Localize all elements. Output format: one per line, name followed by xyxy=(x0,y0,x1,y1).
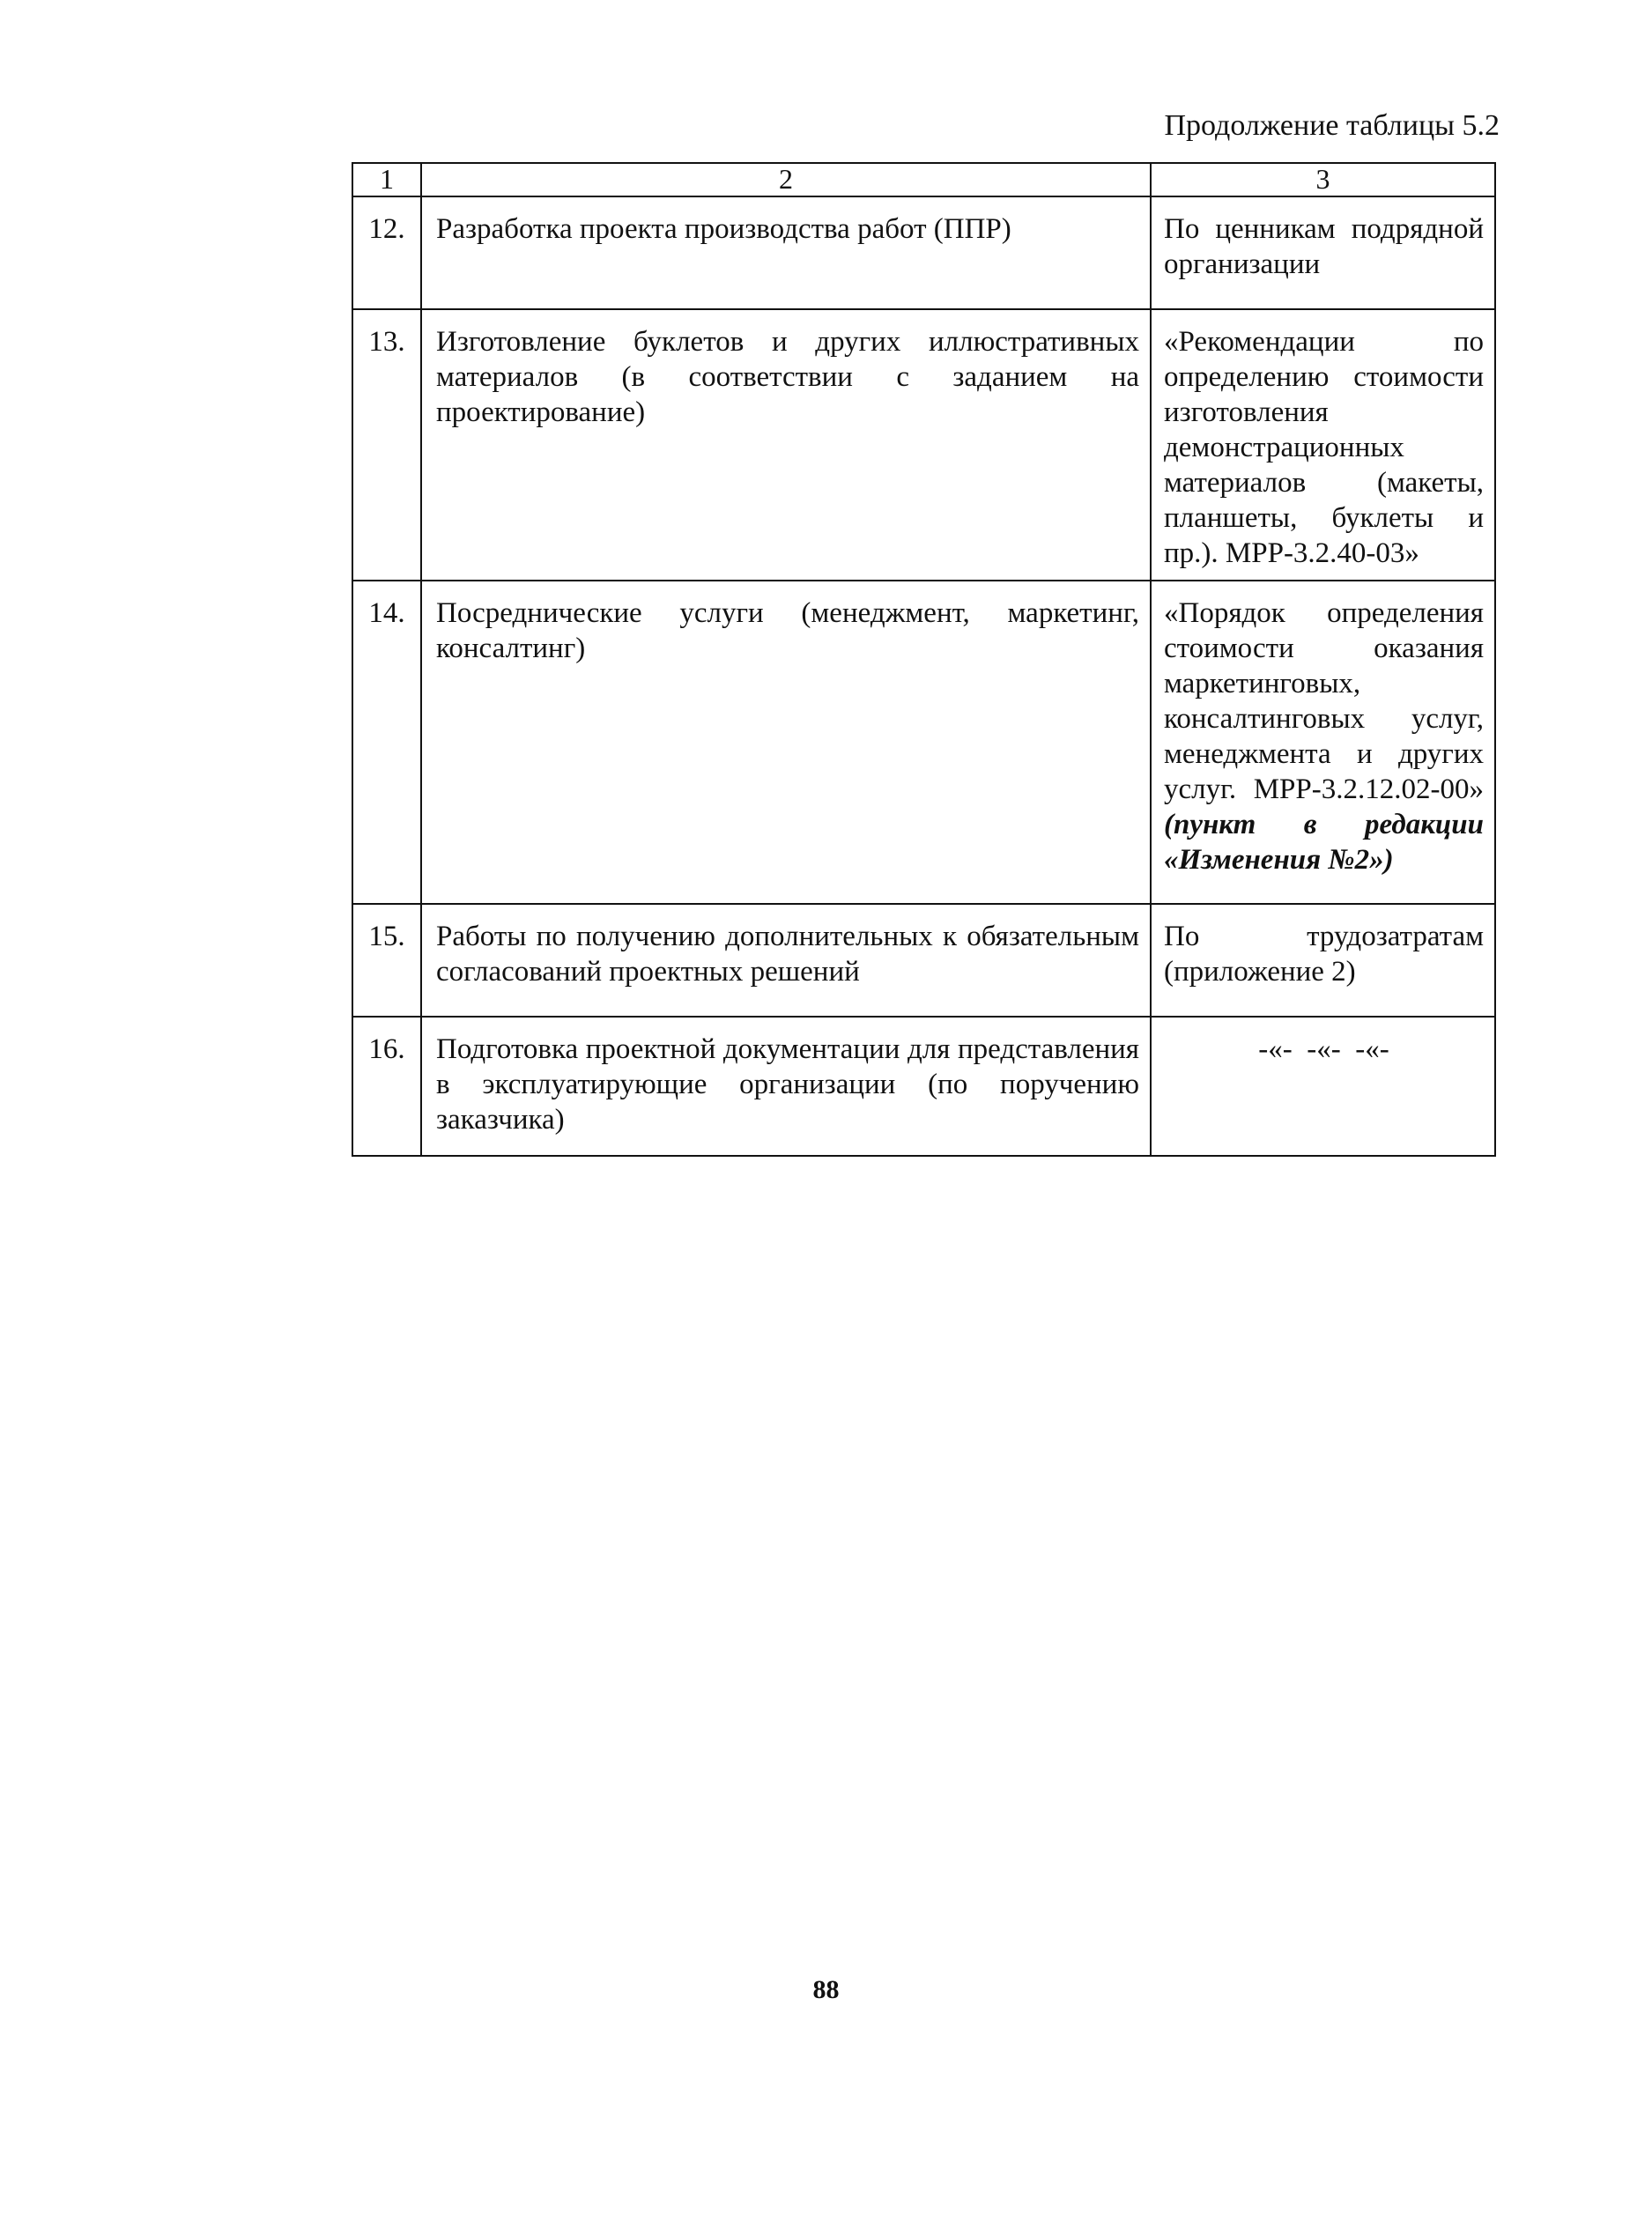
cost-reference-text: По ценникам подрядной организации xyxy=(1164,213,1484,280)
row-number: 14. xyxy=(352,581,421,904)
cost-reference xyxy=(1151,1017,1495,1156)
work-name: Изготовление буклетов и других иллюстративных материалов (в соответствии с заданием на проектирование) xyxy=(421,309,1151,581)
cost-reference xyxy=(1151,581,1495,904)
row-number: 13. xyxy=(352,309,421,581)
cost-reference xyxy=(1151,904,1495,1017)
table-row xyxy=(352,309,1495,581)
work-name: Посреднические услуги (менеджмент, маркетинг, консалтинг) xyxy=(421,581,1151,904)
row-number: 16. xyxy=(352,1017,421,1156)
table-header-row xyxy=(352,163,1495,196)
column-header-2: 2 xyxy=(421,163,1151,196)
work-name: Подготовка проектной документации для представления в эксплуатирующие организации (по поручению заказчика) xyxy=(421,1017,1151,1156)
table-row xyxy=(352,581,1495,904)
row-number: 15. xyxy=(352,904,421,1017)
row-number: 12. xyxy=(352,196,421,309)
cost-reference xyxy=(1151,309,1495,581)
work-name: Разработка проекта производства работ (ППР) xyxy=(421,196,1151,309)
cost-reference-text: По трудозатратам (приложение 2) xyxy=(1164,921,1484,988)
table-caption: Продолжение таблицы 5.2 xyxy=(1164,109,1500,142)
table-row xyxy=(352,196,1495,309)
ditto-marks: -«- -«- -«- xyxy=(1258,1033,1389,1065)
cost-reference-text: «Рекомендации по определению стоимости изготовления демонстрационных материалов (макеты, планшеты, буклеты и пр.). МРР-3.2.40-03» xyxy=(1164,326,1484,569)
cost-table xyxy=(352,162,1496,1157)
table-row xyxy=(352,1017,1495,1156)
page-number: 88 xyxy=(812,1975,840,2004)
column-header-3: 3 xyxy=(1151,163,1495,196)
column-header-1: 1 xyxy=(352,163,421,196)
cost-reference-text: «Порядок определения стоимости оказания маркетинговых, консалтинговых услуг, менеджмента и других услуг. МРР-3.2.12.02-00» xyxy=(1164,597,1484,805)
work-name: Работы по получению дополнительных к обязательным согласований проектных решений xyxy=(421,904,1151,1017)
amendment-note: (пункт в редакции «Изменения №2») xyxy=(1164,809,1484,876)
cost-reference xyxy=(1151,196,1495,309)
table-row xyxy=(352,904,1495,1017)
